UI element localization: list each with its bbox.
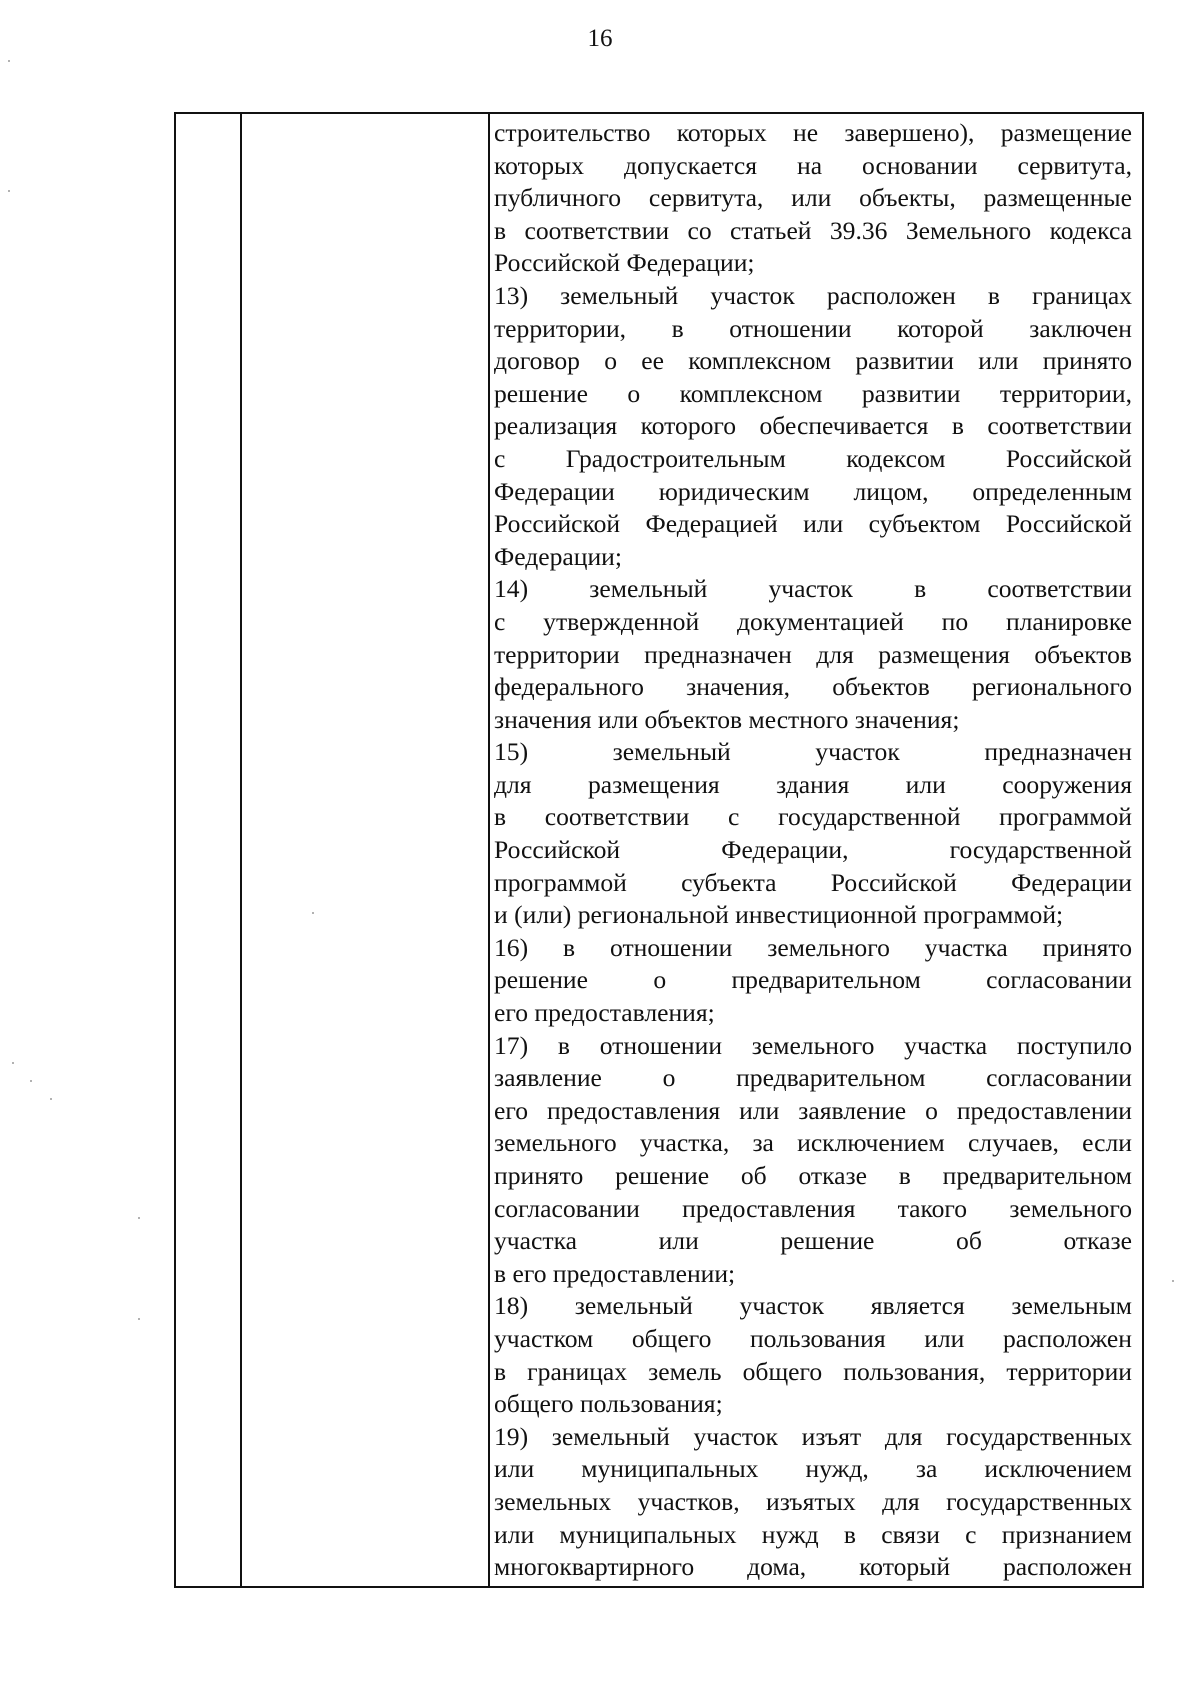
text-line: решение о комплексном развитии территории, xyxy=(494,378,1132,408)
text-line: многоквартирного дома, который расположен xyxy=(494,1552,1132,1582)
scan-artifact xyxy=(138,1217,140,1219)
text-line: Федерации юридическим лицом, определенным xyxy=(494,476,1132,506)
text-line: для размещения здания или сооружения xyxy=(494,769,1132,799)
text-line: публичного сервитута, или объекты, размещенные xyxy=(494,183,1132,213)
scan-artifact xyxy=(138,1318,140,1320)
text-line: в границах земель общего пользования, территории xyxy=(494,1356,1132,1386)
text-line: в соответствии со статьей 39.36 Земельного кодекса xyxy=(494,215,1132,245)
text-line: федерального значения, объектов регионального xyxy=(494,672,1132,702)
text-line: с Градостроительным кодексом Российской xyxy=(494,443,1132,473)
text-line: и (или) региональной инвестиционной программой; xyxy=(494,900,1064,930)
scan-artifact xyxy=(1172,1280,1174,1282)
text-line: земельных участков, изъятых для государственных xyxy=(494,1486,1132,1516)
text-line: его предоставления или заявление о предоставлении xyxy=(494,1095,1132,1125)
text-line: участком общего пользования или расположен xyxy=(494,1323,1132,1353)
page-number: 16 xyxy=(587,25,613,52)
text-line: 14) земельный участок в соответствии xyxy=(494,574,1132,604)
text-line: в соответствии с государственной программой xyxy=(494,802,1132,832)
text-line: 15) земельный участок предназначен xyxy=(494,737,1132,767)
text-line: его предоставления; xyxy=(494,998,715,1028)
text-line: территории предназначен для размещения объектов xyxy=(494,639,1132,669)
text-line: 13) земельный участок расположен в границах xyxy=(494,280,1132,310)
scan-artifact xyxy=(8,60,10,62)
text-line: 18) земельный участок является земельным xyxy=(494,1291,1132,1321)
text-line: или муниципальных нужд, за исключением xyxy=(494,1454,1132,1484)
text-line: договор о ее комплексном развитии или принято xyxy=(494,346,1132,376)
text-line: в его предоставлении; xyxy=(494,1258,736,1288)
scan-artifact xyxy=(8,190,10,192)
text-line: Российской Федерации; xyxy=(494,248,755,278)
text-line: или муниципальных нужд в связи с признанием xyxy=(494,1519,1132,1549)
text-line: заявление о предварительном согласовании xyxy=(494,1063,1132,1093)
text-line: с утвержденной документацией по планировке xyxy=(494,606,1132,636)
document-table xyxy=(174,112,1144,1588)
text-line: реализация которого обеспечивается в соответствии xyxy=(494,411,1132,441)
text-line: строительство которых не завершено), размещение xyxy=(494,118,1132,147)
text-line: территории, в отношении которой заключен xyxy=(494,313,1132,343)
text-line: значения или объектов местного значения; xyxy=(494,704,960,734)
scan-artifact xyxy=(12,1062,14,1064)
text-line: которых допускается на основании сервитута, xyxy=(494,150,1132,180)
text-line: 17) в отношении земельного участка поступило xyxy=(494,1030,1132,1060)
text-line: Российской Федерации, государственной xyxy=(494,835,1132,865)
text-line: решение о предварительном согласовании xyxy=(494,965,1132,995)
table-text-cell xyxy=(494,117,1132,1584)
text-line: участка или решение об отказе xyxy=(494,1226,1132,1256)
scan-artifact xyxy=(50,1098,52,1100)
text-line: программой субъекта Российской Федерации xyxy=(494,867,1132,897)
text-line: 16) в отношении земельного участка принято xyxy=(494,932,1132,962)
text-line: принято решение об отказе в предварительном xyxy=(494,1161,1132,1190)
text-line: земельного участка, за исключением случаев, если xyxy=(494,1128,1132,1158)
table-column-divider xyxy=(488,114,490,1586)
text-line: общего пользования; xyxy=(494,1389,723,1419)
text-line: 19) земельный участок изъят для государственных xyxy=(494,1421,1132,1451)
table-column-divider xyxy=(240,114,242,1586)
scan-artifact xyxy=(30,1080,32,1082)
text-line: согласовании предоставления такого земельного xyxy=(494,1193,1132,1223)
text-line: Российской Федерацией или субъектом Российской xyxy=(494,509,1132,539)
text-line: Федерации; xyxy=(494,541,622,571)
scan-artifact xyxy=(312,912,314,914)
